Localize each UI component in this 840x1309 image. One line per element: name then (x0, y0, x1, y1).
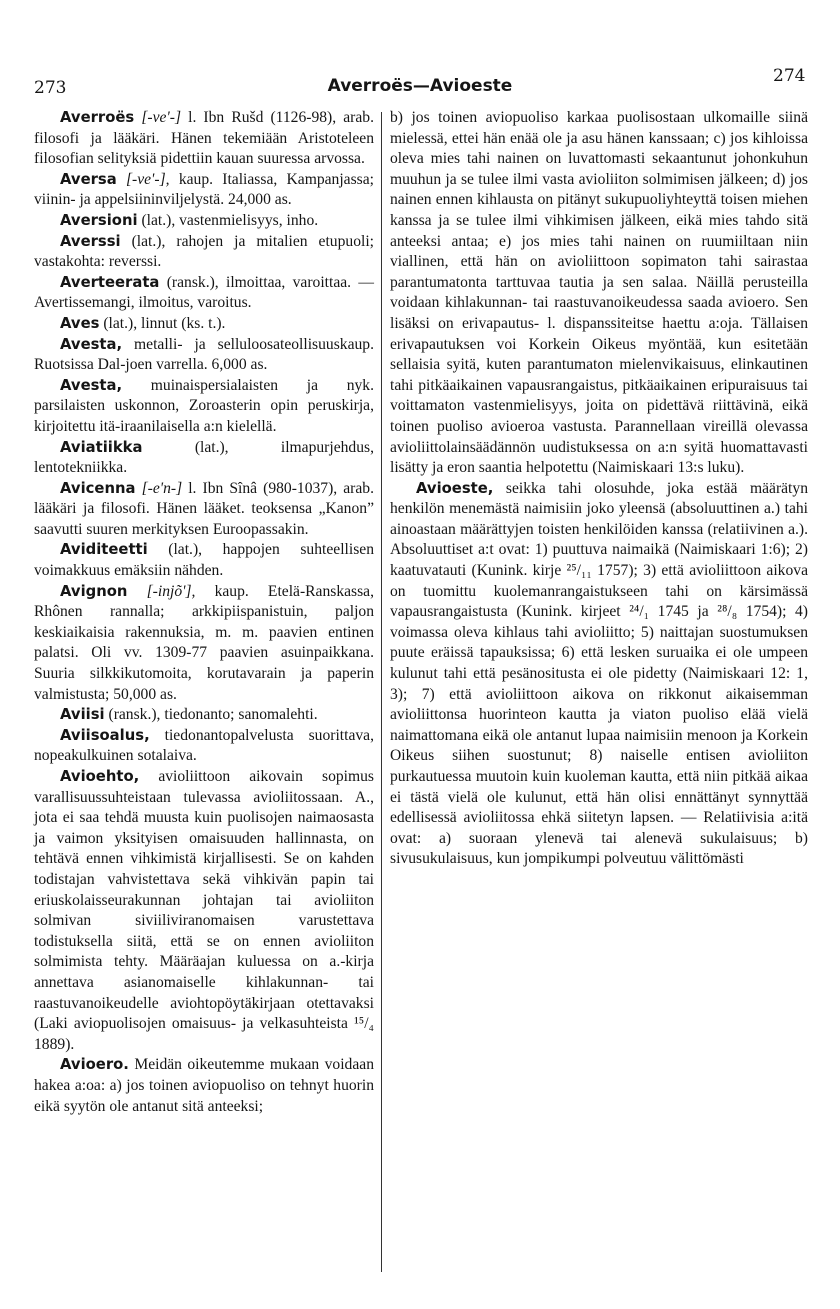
entry-pronunciation: [-injõ'], (146, 582, 196, 600)
entry-text: (lat.), rahojen ja mitalien etupuoli; vastakohta: reverssi. (34, 232, 374, 271)
entry-headword: Avesta, (60, 376, 123, 394)
entry-text: tiedonantopalvelusta suorittava, nopeakulkuinen sotalaiva. (34, 726, 374, 765)
entry-headword: Avioeste, (416, 479, 494, 497)
entry-headword: Avioehto, (60, 768, 140, 785)
entry-headword: Aviatiikka (60, 438, 143, 456)
dictionary-entry (34, 582, 374, 706)
entry-headword: Averssi (60, 232, 121, 250)
entry-pronunciation: [-e'n-] (141, 479, 183, 497)
running-title: Averroës—Avioeste (327, 76, 513, 96)
dictionary-entry (34, 767, 374, 1055)
entry-text: (lat.), vastenmielisyys, inho. (141, 211, 319, 229)
page-number-left: 273 (34, 78, 67, 98)
entry-text: (lat.), ilmapurjehdus, lentotekniikka. (34, 438, 374, 477)
dictionary-entry (390, 108, 808, 479)
entry-headword: Avesta, (60, 335, 123, 353)
entry-headword: Aversioni (60, 211, 138, 229)
entry-headword: Aviditeetti (60, 541, 148, 559)
entry-text: (lat.), linnut (ks. t.). (103, 314, 226, 332)
right-column (390, 108, 808, 870)
entry-headword: Averroës (60, 109, 135, 126)
dictionary-entry (34, 273, 374, 314)
page-header (0, 66, 840, 102)
dictionary-entry (34, 314, 374, 335)
dictionary-entry (34, 540, 374, 581)
dictionary-entry (34, 108, 374, 170)
dictionary-entry (34, 705, 374, 726)
entry-text: (ransk.), ilmoittaa, varoittaa. — Avertissemangi, ilmoitus, varoitus. (34, 273, 374, 312)
dictionary-entry (34, 211, 374, 232)
entry-headword: Avignon (60, 582, 128, 600)
entry-headword: Aves (60, 314, 100, 332)
entry-headword: Aversa (60, 170, 117, 188)
entry-text: (lat.), happojen suhteellisen voimakkuus emäksiin nähden. (34, 541, 374, 580)
dictionary-entry (34, 170, 374, 211)
dictionary-entry (34, 438, 374, 479)
dictionary-entry (390, 479, 808, 870)
entry-headword: Avicenna (60, 479, 136, 497)
entry-text: l. Ibn Rušd (1126-98), arab. filosofi ja lääkäri. Hänen tekemiään Aristoteleen filosofian selityksiä pidettiin kauan suuressa arvossa. (34, 109, 374, 168)
dictionary-entry (34, 726, 374, 767)
column-divider (381, 112, 382, 1272)
entry-headword: Aviisoalus, (60, 726, 150, 744)
dictionary-entry (34, 376, 374, 438)
entry-text: avioliittoon aikovain sopimus varallisuussuhteistaan tulevassa avioliitossaan. A., jota ei saa tehdä muusta kuin puolisojen naimaosasta ja vaimon yksityisen omaisuuden hallinnasta, on tehtävä ennen vihkimistä kirjallisesti. Se on kahden todistajan vahvistettava sekä vihkivän papin tai eriuskolaisseurakunnan johtajan tai avioliiton solmivan siviiliviranomaisen varustettava todistuksella siitä, että se on ennen avioliiton solmimista tehty. Määräajan kuluessa on a.-kirja annettava asianomaiselle kihlakunnan- tai raastuvanoikeudelle aviohtopöytäkirjaan otettavaksi (Laki aviopuolisojen omaisuus- ja velkasuhteista ¹⁵/₄ 1889). (34, 768, 374, 1053)
entry-pronunciation: [-ve'-], (125, 170, 170, 188)
page-number-right: 274 (773, 66, 806, 86)
left-column (34, 108, 374, 1117)
dictionary-entry (34, 335, 374, 376)
entry-text: l. Ibn Sînâ (980-1037), arab. lääkäri ja filosofi. Hänen lääket. teoksensa „Kanon” saavutti suuren merkityksen Euroopassakin. (34, 479, 374, 538)
entry-text: kaup. Etelä-Ranskassa, Rhônen rannalla; arkkipiispanistuin, paljon keskiaikaisia rakennuksia, m. m. paavien entinen palatsi. Oli vv. 1309-77 paavien asuinpaikkana. Suuria silkkikutomoita, korutavarain ja paperin valmistusta; 50,000 as. (34, 582, 375, 703)
dictionary-entry (34, 479, 374, 541)
entry-text: b) jos toinen aviopuoliso karkaa puolisostaan ulkomaille siinä mielessä, ettei hän enää ole ja asu hänen kanssaan; c) jos kihloissa oleva mies tahi nainen on luvattomasti sekaantunut johonkuhun muuhun ja se tulee ilmi vasta avioliiton solmimisen jälkeen; d) jos nainen ennen kihlausta on pitänyt sukupuoliyhteyttä toisen miehen kanssa ja se tulee ilmi vihkimisen jälkeen, eikä mies tahdo sitä anteeksi antaa; e) jos mies tahi nainen on ruumiiltaan niin viallinen, että hän on avioliittoon sopimaton tahi sairastaa parantumatonta tarttuvaa tautia ja sen salaa. Näillä perusteilla voidaan kihlakunnan- tai raastuvanoikeudessa saada avioero. Sen lisäksi on erivapautus- l. dispanssiteitse haettu a:oja. Tällaisen erivapautuksen voi Korkein Oikeus myöntää, kun esitetään sellaisia syitä, kuten parantumaton mielenvikaisuus, elinkautinen tahi pitkäaikainen vapausrangaistus, pitkäaikainen eripuraisuus tai voittamaton vastenmielisyys, joita on pidettävä riittävinä, eikä toinen puoliso avioeroa vastusta. Parannellaan vireillä olevassa avioliittolainsäädännön uudistuksessa on a:n syitä huomattavasti lisätty ja eron saantia helpotettu (Naimiskaari 13:s luku). (390, 109, 808, 477)
entry-pronunciation: [-ve'-] (141, 109, 182, 126)
entry-headword: Avioero. (60, 1056, 129, 1074)
entry-text: (ransk.), tiedonanto; sanomalehti. (108, 706, 318, 724)
entry-text: kaup. Italiassa, Kampanjassa; viinin- ja appelsiininviljelystä. 24,000 as. (34, 170, 374, 209)
entry-text: muinaispersialaisten ja nyk. parsilaisten uskonnon, Zoroasterin opin peruskirja, kirjoitettu itä-iraanilaisella a:n kielellä. (34, 376, 374, 435)
entry-headword: Averteerata (60, 273, 160, 291)
entry-text: seikka tahi olosuhde, joka estää määrätyn henkilön menemästä naimisiin joko yleensä (absoluuttinen a.) tahi ainoastaan määrättyjen toisten henkilöiden kanssa (relatiivinen a.). Absoluuttiset a:t ovat: 1) puuttuva naimaikä (Naimiskaari 1:6); 2) kaatuvatauti (Kunink. kirje ²⁵/₁₁ 1757); 3) että avioliittoon aikova on tuomittu kuolemanrangaistukseen tahi on kärsimässä vapausrangaistusta (Kunink. kirjeet ²⁴/₁ 1745 ja ²⁸/₈ 1754); 4) voimassa oleva kihlaus tahi avioliitto; 5) naittajan suostumuksen puute eräissä tapauksissa; 6) että lesken suruaika ei ole umpeen kulunut tahi että pesänositusta ei ole pidetty (Naimiskaari 12: 1, 3); 7) että avioliittoon aikova on rikkonut aikaisemman avioliittonsa huorinteon kautta ja viaton puoliso elää vielä naimattomana eikä ole antanut lupaa naimisiin menoon ja Korkein Oikeus siihen suostunut; 8) naiselle entisen avioliiton purkautuessa muutoin kuin kuoleman kautta, että niin pitkää aikaa ei tästä vielä ole kulunut, että hän olisi ennättänyt synnyttää edellisessä avioliitossa ehkä siitetyn lapsen. — Relatiivisia a:itä ovat: a) suoraan ylenevä tai alenevä sukulaisuus; b) sivusukulaisuus, kun jompikumpi polveutuu välittömästi (390, 479, 808, 868)
entry-headword: Aviisi (60, 706, 105, 724)
entry-text: Meidän oikeutemme mukaan voidaan hakea a:oa: a) jos toinen aviopuoliso on tehnyt huorin eikä syytön ole antanut sitä anteeksi; (34, 1056, 374, 1115)
entry-text: metalli- ja selluloosateollisuuskaup. Ruotsissa Dal-joen varrella. 6,000 as. (34, 335, 374, 374)
dictionary-entry (34, 232, 374, 273)
dictionary-entry (34, 1055, 374, 1117)
